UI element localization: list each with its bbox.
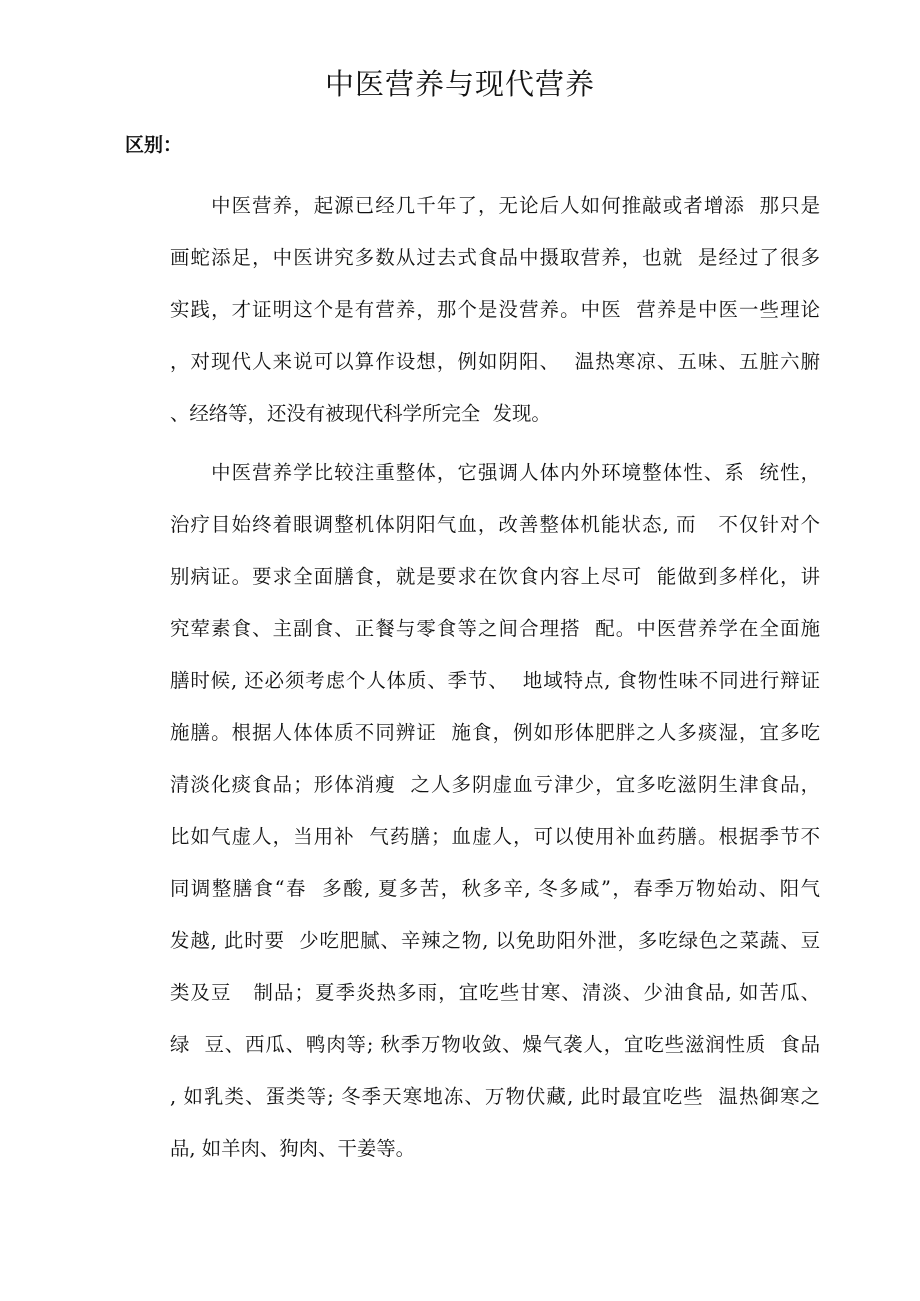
text-line: 、经络等，还没有被现代科学所完全 发现。: [170, 402, 551, 425]
text-line: 膳时候, 还必须考虑个人体质、季节、 地域特点, 食物性味不同进行辩证: [170, 669, 820, 692]
text-line: ，对现代人来说可以算作设想，例如阴阳、 温热寒凉、五味、五脏六腑: [170, 350, 820, 373]
paragraph-2: [170, 447, 820, 1175]
text-line: 画蛇添足，中医讲究多数从过去式食品中摄取营养，也就 是经过了很多: [170, 246, 820, 269]
text-line: 究荤素食、主副食、正餐与零食等之间合理搭 配。中医营养学在全面施: [170, 617, 820, 640]
section-label: 区别：: [125, 134, 183, 156]
text-line: , 如乳类、蛋类等; 冬季天寒地冻、万物伏藏, 此时最宜吃些 温热御寒之: [170, 1085, 820, 1108]
text-line: 品, 如羊肉、狗肉、干姜等。: [170, 1137, 416, 1160]
paragraph-1: [170, 180, 820, 440]
page-title: 中医营养与现代营养: [324, 67, 595, 101]
text-line: 类及豆 制品；夏季炎热多雨，宜吃些甘寒、清淡、少油食品, 如苦瓜、: [170, 981, 820, 1004]
text-line: 别病证。要求全面膳食，就是要求在饮食内容上尽可 能做到多样化，讲: [170, 565, 820, 588]
text-line: 发越, 此时要 少吃肥腻、辛辣之物, 以免助阳外泄，多吃绿色之菜蔬、豆: [170, 929, 820, 952]
text-line: 中医营养，起源已经几千年了，无论后人如何推敲或者增添 那只是: [170, 194, 820, 217]
text-line: 清淡化痰食品；形体消瘦 之人多阴虚血亏津少，宜多吃滋阴生津食品，: [170, 773, 820, 796]
text-line: 比如气虚人，当用补 气药膳；血虚人，可以使用补血药膳。根据季节不: [170, 825, 820, 848]
text-line: 实践，才证明这个是有营养，那个是没营养。中医 营养是中医一些理论: [170, 298, 820, 321]
text-line: 施膳。根据人体体质不同辨证 施食，例如形体肥胖之人多痰湿，宜多吃: [170, 721, 820, 744]
text-line: 同调整膳食“春 多酸, 夏多苦，秋多辛, 冬多咸”，春季万物始动、阳气: [170, 877, 820, 900]
text-line: 治疗目始终着眼调整机体阴阳气血，改善整体机能状态, 而 不仅针对个: [170, 513, 820, 536]
text-line: 绿 豆、西瓜、鸭肉等; 秋季万物收敛、燥气袭人，宜吃些滋润性质 食品: [170, 1033, 820, 1056]
text-line: 中医营养学比较注重整体，它强调人体内外环境整体性、系 统性，: [170, 461, 820, 484]
